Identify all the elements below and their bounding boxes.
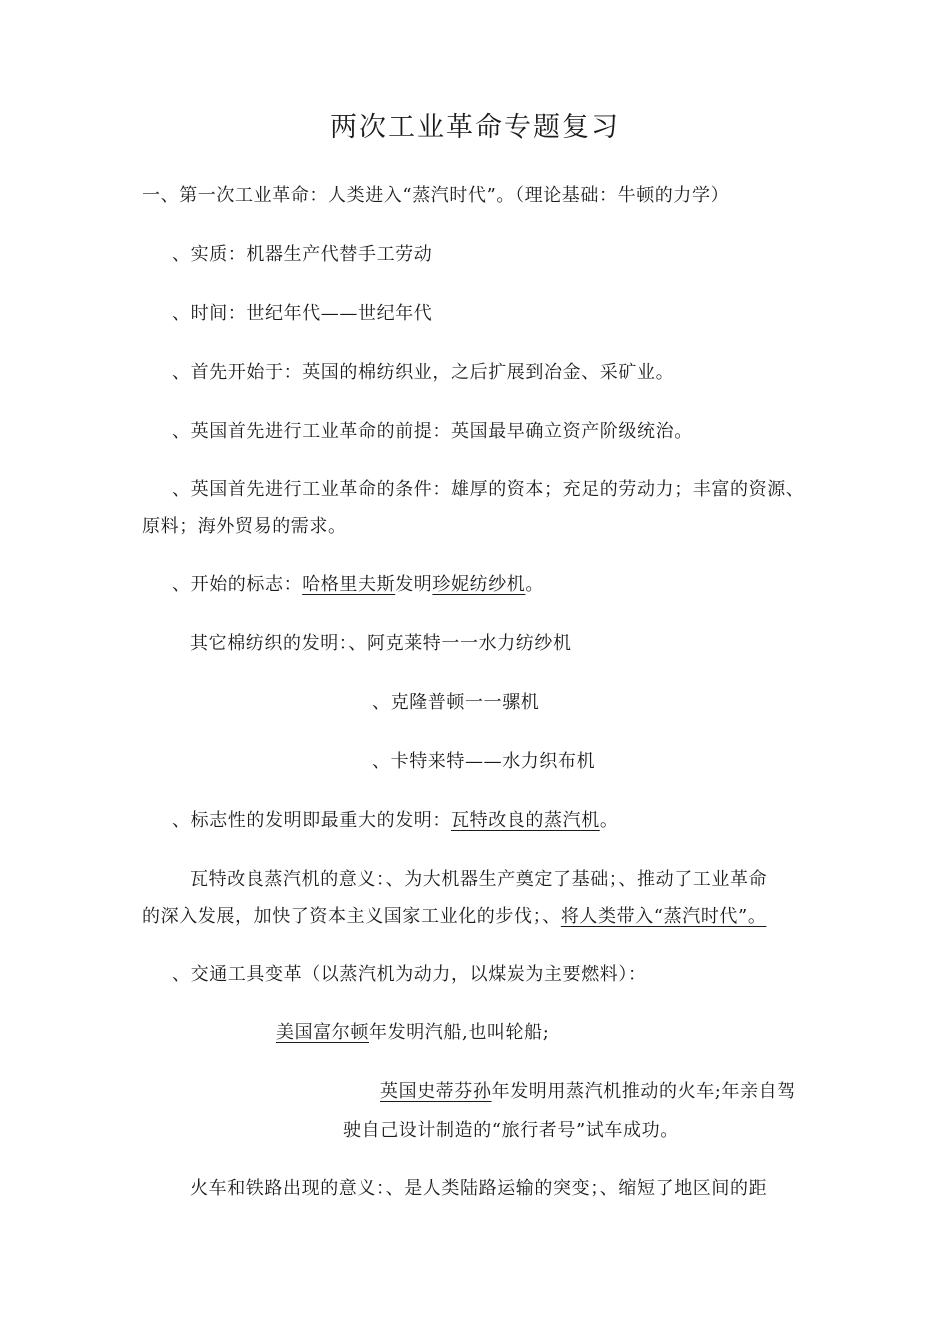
item-conditions-line1: 、英国首先进行工业革命的条件：雄厚的资本；充足的劳动力；丰富的资源、 <box>172 479 805 500</box>
item-premise: 、英国首先进行工业革命的前提：英国最早确立资产阶级统治。 <box>172 421 693 442</box>
item-conditions-line2: 原料；海外贸易的需求。 <box>142 516 347 537</box>
section-heading: 一、第一次工业革命：人类进入“蒸汽时代”。（理论基础：牛顿的力学） <box>142 185 730 206</box>
item-landmark-prefix: 、标志性的发明即最重大的发明： <box>172 810 451 831</box>
invention-spinning-jenny: 珍妮纺纱机 <box>432 574 526 595</box>
inventor-hargreaves: 哈格里夫斯 <box>302 574 396 595</box>
other-inventions-line2: 、克隆普顿一一骡机 <box>372 692 540 713</box>
item-sign-suffix: 。 <box>525 574 545 595</box>
item-sign <box>172 570 544 600</box>
steam-significance-line2 <box>142 902 766 932</box>
item-start: 、首先开始于：英国的棉纺织业，之后扩展到冶金、采矿业。 <box>172 362 675 383</box>
other-inventions-line3: 、卡特来特——水力织布机 <box>372 751 596 772</box>
railway-significance: 火车和铁路出现的意义：、是人类陆路运输的突变；、缩短了地区间的距 <box>190 1178 768 1199</box>
train-line2: 驶自己设计制造的“旅行者号”试车成功。 <box>343 1120 679 1141</box>
inventor-stephenson: 英国史蒂芬孙 <box>380 1081 492 1102</box>
transport-heading: 、交通工具变革（以蒸汽机为动力，以煤炭为主要燃料）： <box>172 964 647 985</box>
item-essence: 、实质：机器生产代替手工劳动 <box>172 244 433 265</box>
steam-age-phrase: 将人类带入“蒸汽时代”。 <box>560 906 767 927</box>
train-line1 <box>380 1077 796 1107</box>
item-landmark-suffix: 。 <box>599 810 619 831</box>
steam-significance-line1: 瓦特改良蒸汽机的意义：、为大机器生产奠定了基础；、推动了工业革命 <box>190 869 768 890</box>
steam-significance-plain: 的深入发展，加快了资本主义国家工业化的步伐；、 <box>142 906 561 927</box>
item-landmark <box>172 806 618 836</box>
item-time: 、时间：世纪年代——世纪年代 <box>172 303 433 324</box>
item-sign-middle: 发明 <box>395 574 433 595</box>
other-inventions-line1: 其它棉纺织的发明：、阿克莱特一一水力纺纱机 <box>190 633 572 654</box>
train-rest: 年发明用蒸汽机推动的火车;年亲自驾 <box>491 1081 796 1102</box>
page-title: 两次工业革命专题复习 <box>330 112 620 143</box>
item-sign-prefix: 、开始的标志： <box>172 574 303 595</box>
inventor-fulton: 美国富尔顿 <box>276 1022 369 1043</box>
steamship-line <box>276 1018 549 1048</box>
steamship-rest: 年发明汽船,也叫轮船; <box>369 1022 550 1043</box>
invention-watt-steam-engine: 瓦特改良的蒸汽机 <box>451 810 600 831</box>
